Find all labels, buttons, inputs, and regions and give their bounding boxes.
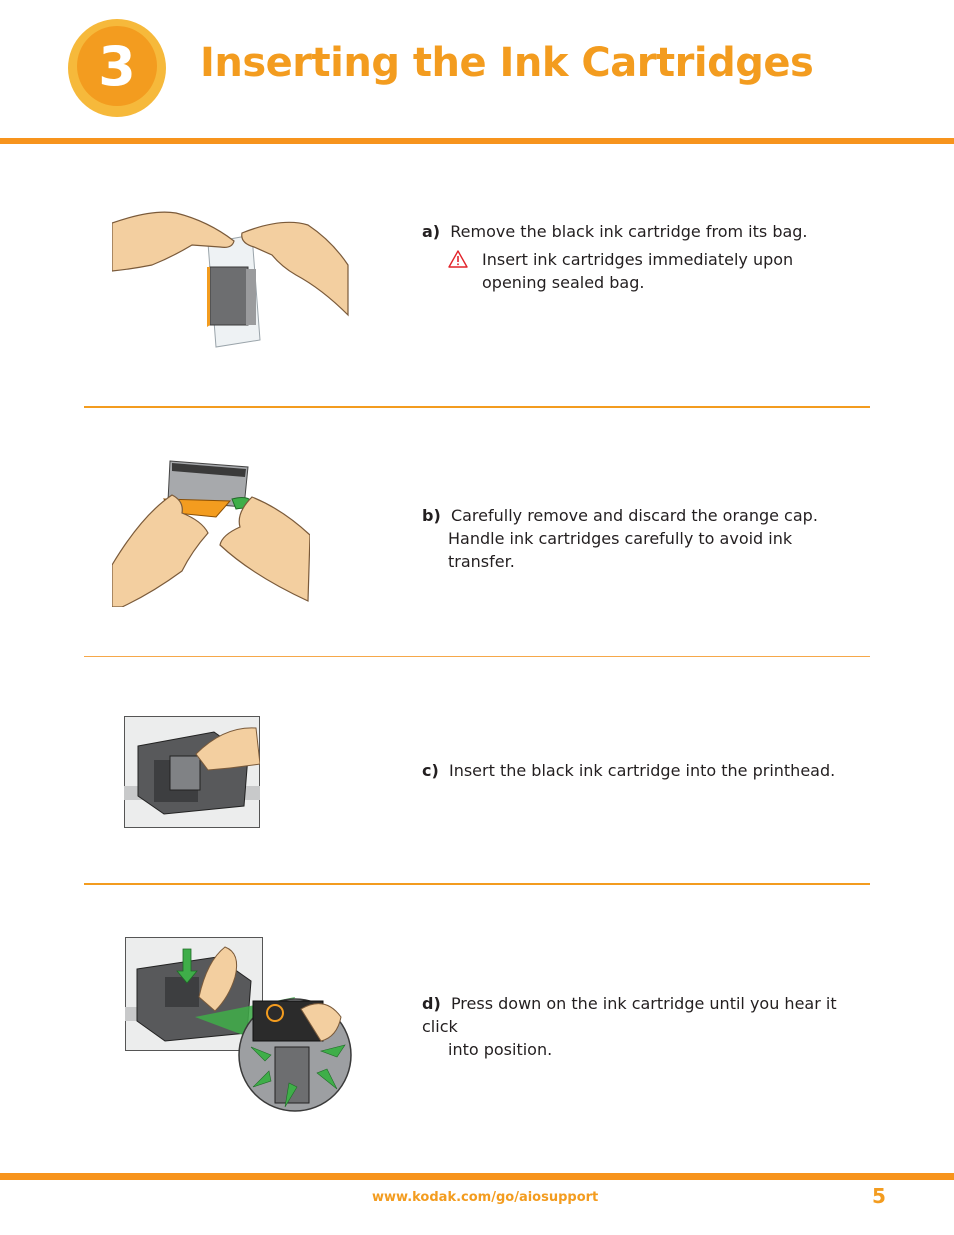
press-cartridge-click-icon	[125, 937, 353, 1113]
step-c-letter: c)	[422, 761, 439, 780]
page-number: 5	[872, 1184, 886, 1208]
step-a-letter: a)	[422, 222, 441, 241]
step-a-warning	[448, 248, 862, 294]
step-b-line1: Carefully remove and discard the orange cap.	[450, 506, 818, 525]
page-title: Inserting the Ink Cartridges	[200, 40, 814, 86]
step-d-line1: Press down on the ink cartridge until you hear it click	[422, 994, 837, 1036]
step-d	[422, 992, 862, 1061]
step-number-badge	[68, 19, 166, 117]
step-d-letter: d)	[422, 994, 441, 1013]
footer-divider	[0, 1173, 954, 1180]
step-a	[422, 220, 862, 294]
step-b-line2: Handle ink cartridges carefully to avoid ink transfer.	[448, 529, 793, 571]
step-a-text: Remove the black ink cartridge from its bag.	[450, 222, 808, 241]
insert-cartridge-icon	[124, 716, 260, 828]
section-divider	[84, 406, 870, 408]
header-divider	[0, 138, 954, 144]
section-divider	[84, 656, 870, 657]
section-divider	[84, 883, 870, 885]
warning-icon	[448, 250, 470, 268]
step-b	[422, 504, 862, 573]
support-url-link[interactable]: www.kodak.com/go/aiosupport	[372, 1190, 599, 1205]
step-c	[422, 759, 862, 782]
remove-orange-cap-icon	[112, 455, 310, 607]
step-b-letter: b)	[422, 506, 441, 525]
step-d-line2: into position.	[448, 1040, 553, 1059]
hands-opening-bag-icon	[112, 205, 350, 350]
step-a-warning-text: Insert ink cartridges immediately upon opening sealed bag.	[482, 250, 794, 292]
step-number: 3	[77, 26, 157, 106]
step-c-text: Insert the black ink cartridge into the printhead.	[448, 761, 836, 780]
